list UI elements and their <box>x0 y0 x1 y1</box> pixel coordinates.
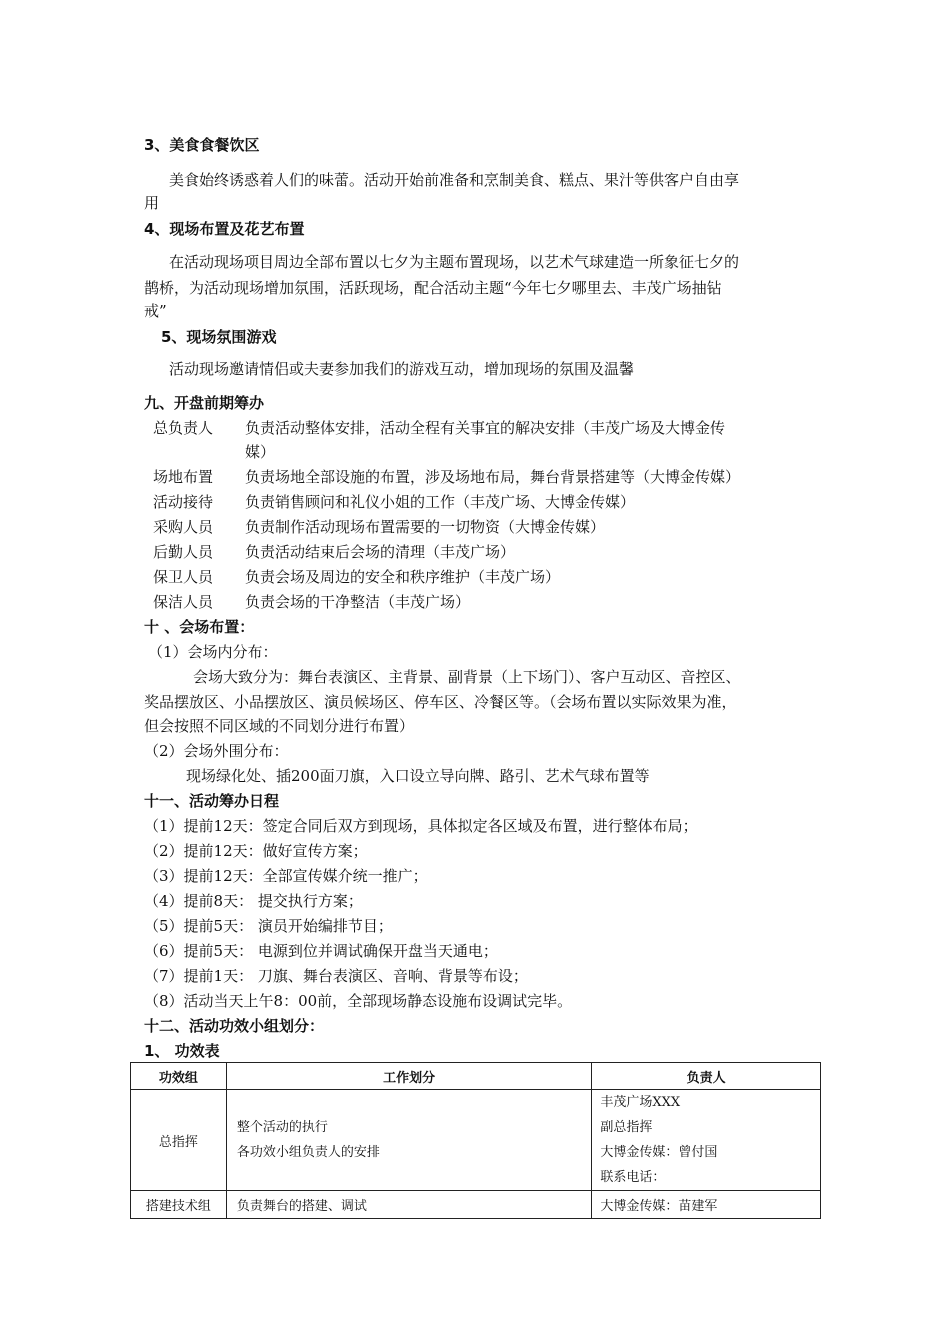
schedule-item: （1）提前12天：签定合同后双方到现场，具体拟定各区域及布置，进行整体布局； <box>144 817 698 835</box>
role-description-cont: 媒） <box>245 443 276 461</box>
section-10-paragraph-line: 会场大致分为：舞台表演区、主背景、副背景（上下场门）、客户互动区、音控区、 <box>193 668 741 686</box>
table-header: 工作划分 <box>226 1063 591 1090</box>
role-description: 负责场地全部设施的布置，涉及场地布局，舞台背景搭建等（大博金传媒） <box>245 468 741 486</box>
role-description: 负责制作活动现场布置需要的一切物资（大博金传媒） <box>245 518 606 536</box>
schedule-item: （2）提前12天：做好宣传方案； <box>144 842 368 860</box>
table-header-row <box>131 1063 821 1090</box>
table-cell-person: 大博金传媒：苗建军 <box>592 1191 821 1219</box>
function-table <box>130 1062 821 1219</box>
section-10-sub-1: （1）会场内分布： <box>148 643 278 661</box>
table-cell-group: 搭建技术组 <box>131 1191 227 1219</box>
section-11-heading: 十一、活动筹办日程 <box>144 792 280 810</box>
role-name: 采购人员 <box>153 518 214 536</box>
person-line: 副总指挥 <box>600 1120 653 1135</box>
schedule-item: （3）提前12天：全部宣传媒介统一推广； <box>144 867 428 885</box>
table-cell-group: 总指挥 <box>131 1090 227 1191</box>
schedule-item: （5）提前5天： 演员开始编排节目； <box>144 917 393 935</box>
role-name: 后勤人员 <box>153 543 214 561</box>
table-row <box>131 1191 821 1219</box>
person-line: 大博金传媒：曾付国 <box>600 1145 718 1160</box>
section-4-paragraph-line: 在活动现场项目周边全部布置以七夕为主题布置现场，以艺术气球建造一所象征七夕的 <box>169 253 740 271</box>
section-12-subheading: 1、 功效表 <box>144 1042 220 1060</box>
table-cell-work: 负责舞台的搭建、调试 <box>226 1191 591 1219</box>
section-10-paragraph-line: 现场绿化处、插200面刀旗，入口设立导向牌、路引、艺术气球布置等 <box>186 767 650 785</box>
work-line: 整个活动的执行 <box>236 1120 328 1135</box>
schedule-item: （8）活动当天上午8：00前，全部现场静态设施布设调试完毕。 <box>144 992 573 1010</box>
role-description: 负责活动结束后会场的清理（丰茂广场） <box>245 543 516 561</box>
section-4-paragraph-line: 鹊桥，为活动现场增加氛围，活跃现场，配合活动主题“今年七夕哪里去、丰茂广场抽钻 <box>144 279 722 297</box>
role-name: 保洁人员 <box>153 593 214 611</box>
table-cell-work <box>226 1090 591 1191</box>
section-4-heading: 4、现场布置及花艺布置 <box>144 220 305 238</box>
section-4-paragraph-line: 戒” <box>144 302 167 320</box>
person-line: 联系电话： <box>600 1170 666 1185</box>
section-10-sub-2: （2）会场外围分布： <box>144 742 289 760</box>
section-9-heading: 九、开盘前期筹办 <box>144 394 265 412</box>
section-3-heading: 3、美食食餐饮区 <box>144 136 260 154</box>
schedule-item: （6）提前5天： 电源到位并调试确保开盘当天通电； <box>144 942 498 960</box>
role-description: 负责会场及周边的安全和秩序维护（丰茂广场） <box>245 568 561 586</box>
section-5-heading: 5、现场氛围游戏 <box>161 328 277 346</box>
role-description: 负责活动整体安排，活动全程有关事宜的解决安排（丰茂广场及大博金传 <box>245 419 726 437</box>
schedule-item: （4）提前8天： 提交执行方案； <box>144 892 363 910</box>
section-10-paragraph-line: 奖品摆放区、小品摆放区、演员候场区、停车区、冷餐区等。（会场布置以实际效果为准， <box>144 693 737 711</box>
section-3-paragraph-line: 美食始终诱惑着人们的味蕾。活动开始前准备和烹制美食、糕点、果汁等供客户自由享 <box>169 171 740 189</box>
schedule-item: （7）提前1天： 刀旗、舞台表演区、音响、背景等布设； <box>144 967 528 985</box>
section-12-heading: 十二、活动功效小组划分： <box>144 1017 325 1035</box>
role-description: 负责销售顾问和礼仪小姐的工作（丰茂广场、大博金传媒） <box>245 493 636 511</box>
role-name: 场地布置 <box>153 468 214 486</box>
section-10-heading: 十 、会场布置： <box>144 618 255 636</box>
role-name: 总负责人 <box>153 419 214 437</box>
role-description: 负责会场的干净整洁（丰茂广场） <box>245 593 471 611</box>
section-3-paragraph-line: 用 <box>144 194 160 212</box>
role-name: 保卫人员 <box>153 568 214 586</box>
person-line: 丰茂广场XXX <box>600 1095 681 1110</box>
table-cell-person <box>592 1090 821 1191</box>
table-header: 功效组 <box>131 1063 227 1090</box>
section-5-paragraph-line: 活动现场邀请情侣或夫妻参加我们的游戏互动，增加现场的氛围及温馨 <box>169 360 635 378</box>
work-line: 各功效小组负责人的安排 <box>236 1145 380 1160</box>
role-name: 活动接待 <box>153 493 214 511</box>
section-10-paragraph-line: 但会按照不同区域的不同划分进行布置） <box>144 717 415 735</box>
table-header: 负责人 <box>592 1063 821 1090</box>
table-row <box>131 1090 821 1191</box>
